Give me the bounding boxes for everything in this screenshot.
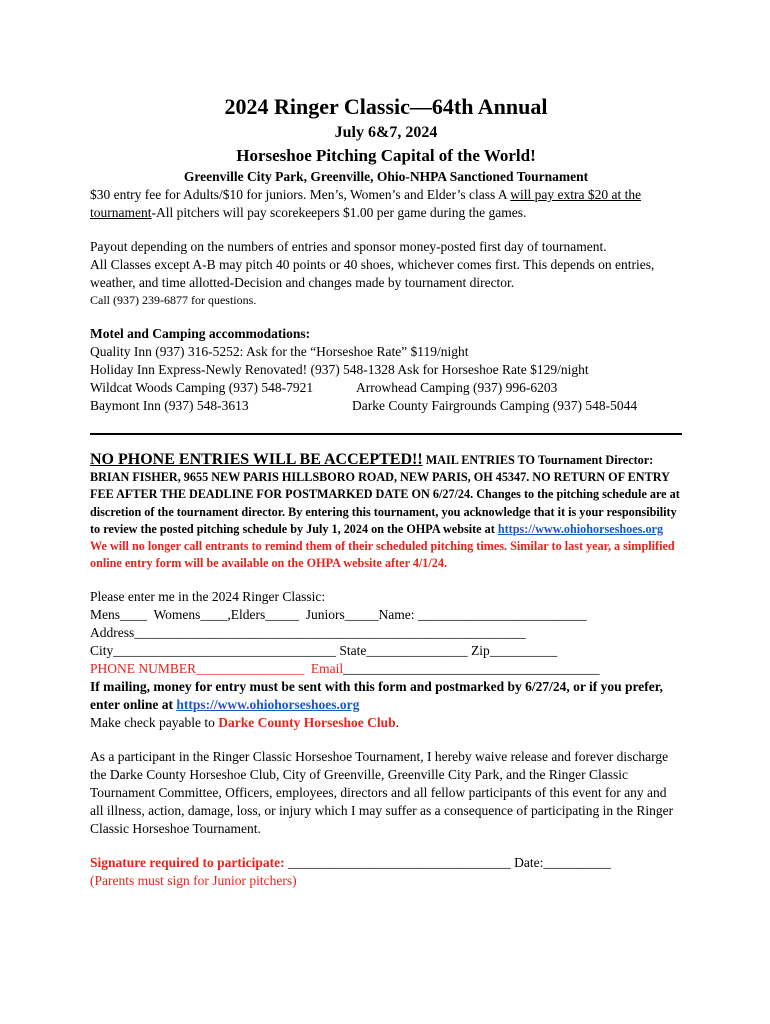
city-state-zip-fields[interactable]: City_________________________________ State_______________ Zip__________ bbox=[90, 643, 558, 659]
address-field[interactable]: Address__________________________________________________________ bbox=[90, 625, 526, 641]
lodging-row bbox=[90, 397, 682, 415]
camping-row bbox=[90, 379, 682, 397]
mailing-text: If mailing, money for entry must be sent with this form and postmarked by 6/27/24, or if you prefer, enter online at bbox=[90, 679, 663, 713]
phone-email-label: PHONE NUMBER________________ Email bbox=[90, 661, 344, 677]
payout-line: Payout depending on the numbers of entries and sponsor money-posted first day of tournament. bbox=[90, 239, 607, 254]
darke-fairgrounds-camping: Darke County Fairgrounds Camping (937) 548-5044 bbox=[352, 398, 638, 413]
fee-extra-underlined: will pay extra $20 at the tournament bbox=[90, 187, 642, 220]
fee-paragraph bbox=[90, 186, 682, 222]
mail-entries-text: MAIL ENTRIES TO Tournament Director: BRIAN FISHER, 9655 NEW PARIS HILLSBORO ROAD, NEW PARIS, OH 45347. NO RETURN OF ENTRY FEE AFTER THE DEADLINE FOR POSTMARKED DATE ON 6/27/24. Changes to the pitching schedule are at discretion of the tournament director. By entering this tournament, you acknowledge that it is your responsibility to review the posted pitching schedule by July 1, 2024 on the OHPA website at bbox=[90, 453, 680, 536]
check-payee: Darke County Horseshoe Club bbox=[218, 715, 396, 731]
classes-rule-line: All Classes except A-B may pitch 40 points or 40 shoes, whichever comes first. This depends on entries, weather, and time allotted-Decision and changes made by tournament director. bbox=[90, 257, 655, 290]
signature-line[interactable] bbox=[90, 854, 682, 872]
mailing-instructions bbox=[90, 678, 682, 714]
fee-text: $30 entry fee for Adults/$10 for juniors. Men’s, Women’s and Elder’s class A bbox=[90, 187, 511, 202]
no-phone-entries: NO PHONE ENTRIES WILL BE ACCEPTED!! bbox=[90, 451, 423, 468]
section-divider bbox=[90, 433, 682, 435]
check-text: Make check payable to bbox=[90, 715, 219, 731]
event-dates: July 6&7, 2024 bbox=[334, 124, 438, 141]
signature-label: Signature required to participate: bbox=[90, 855, 285, 871]
entry-intro: Please enter me in the 2024 Ringer Classic: bbox=[90, 589, 326, 605]
fee-rest: -All pitchers will pay scorekeepers $1.00 per game during the games. bbox=[151, 205, 527, 220]
quality-inn: Quality Inn (937) 316-5252: Ask for the “Horseshoe Rate” $119/night bbox=[90, 344, 469, 359]
accommodations-heading: Motel and Camping accommodations: bbox=[90, 326, 311, 341]
parent-signature-note: (Parents must sign for Junior pitchers) bbox=[90, 873, 297, 889]
class-and-name-fields[interactable]: Mens____ Womens____,Elders_____ Juniors_____Name: _________________________ bbox=[90, 607, 587, 623]
reminder-notice: We will no longer call entrants to remind them of their scheduled pitching times. Similar to last year, a simplified online entry form will be available on the OHPA website after 4/1/24. bbox=[90, 539, 675, 571]
entry-notice bbox=[90, 451, 682, 572]
waiver-paragraph: As a participant in the Ringer Classic Horseshoe Tournament, I hereby waive release and forever discharge the Darke County Horseshoe Club, City of Greenville, Greenville City Park, and the Ringer Classic Tournament Committee, Officers, employees, directors and all fellow participants of this event for any and all illness, action, damage, loss, or injury which I may suffer as a consequence of participating in the Ringer Classic Horseshoe Tournament. bbox=[90, 749, 674, 837]
email-blank: ______________________________________ bbox=[343, 661, 600, 677]
signature-blank: _________________________________ bbox=[284, 855, 515, 871]
online-entry-link[interactable]: https://www.ohiohorseshoes.org bbox=[176, 697, 360, 713]
questions-phone: Call (937) 239-6877 for questions. bbox=[90, 293, 257, 307]
arrowhead-camping: Arrowhead Camping (937) 996-6203 bbox=[356, 380, 558, 395]
event-location: Greenville City Park, Greenville, Ohio-NHPA Sanctioned Tournament bbox=[183, 169, 589, 184]
check-end: . bbox=[395, 715, 399, 731]
baymont-inn: Baymont Inn (937) 548-3613 bbox=[90, 398, 249, 413]
wildcat-camping: Wildcat Woods Camping (937) 548-7921 bbox=[90, 380, 314, 395]
event-tagline: Horseshoe Pitching Capital of the World! bbox=[236, 146, 536, 165]
page-title: 2024 Ringer Classic—64th Annual bbox=[224, 94, 548, 119]
phone-email-fields[interactable] bbox=[90, 660, 682, 678]
date-field: Date:__________ bbox=[514, 855, 611, 871]
flyer-page bbox=[90, 92, 682, 890]
check-payable bbox=[90, 714, 682, 732]
ohpa-website-link[interactable]: https://www.ohiohorseshoes.org bbox=[497, 521, 664, 536]
holiday-inn: Holiday Inn Express-Newly Renovated! (937) 548-1328 Ask for Horseshoe Rate $129/night bbox=[90, 362, 589, 377]
